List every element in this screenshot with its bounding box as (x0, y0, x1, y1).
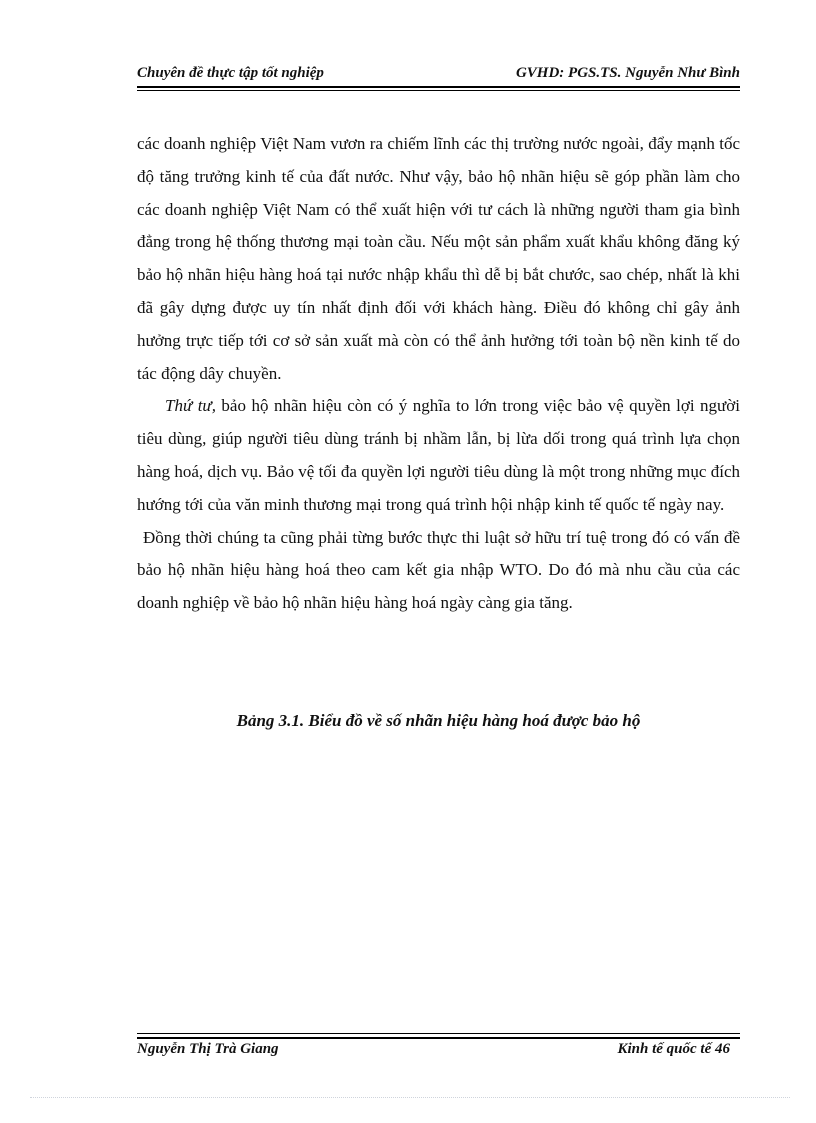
paragraph-2 (137, 390, 740, 521)
footer-author: Nguyễn Thị Trà Giang (137, 1041, 279, 1057)
header-rule-thick (137, 86, 740, 88)
page-header (137, 62, 740, 88)
page-edge-dotted (30, 1097, 790, 1098)
table-caption: Bảng 3.1. Biểu đồ về số nhãn hiệu hàng hoá được bảo hộ (236, 711, 641, 730)
body-text (137, 128, 740, 620)
footer-course: Kinh tế quốc tế 46 (617, 1041, 730, 1057)
paragraph-2-lead: Thứ tư, (165, 396, 216, 416)
paragraph-2-rest: bảo hộ nhãn hiệu còn có ý nghĩa to lớn trong việc bảo vệ quyền lợi người tiêu dùng, giúp người tiêu dùng tránh bị nhầm lẫn, bị lừa dối trong quá trình lựa chọn hàng hoá, dịch vụ. Bảo vệ tối đa quyền lợi người tiêu dùng là một trong những mục đích hướng tới của văn minh thương mại trong quá trình hội nhập kinh tế quốc tế ngày nay. (137, 396, 740, 514)
footer-rule-thin (137, 1033, 740, 1034)
header-rule-thin (137, 90, 740, 91)
page-footer (137, 1041, 740, 1065)
header-title: Chuyên đề thực tập tốt nghiệp (137, 65, 324, 81)
header-supervisor: GVHD: PGS.TS. Nguyễn Như Bình (515, 65, 740, 81)
paragraph-1: các doanh nghiệp Việt Nam vươn ra chiếm lĩnh các thị trường nước ngoài, đẩy mạnh tốc độ tăng trưởng kinh tế của đất nước. Như vậy, bảo hộ nhãn hiệu sẽ góp phần làm cho các doanh nghiệp Việt Nam có thể xuất hiện với tư cách là những người tham gia bình đẳng trong hệ thống thương mại toàn cầu. Nếu một sản phẩm xuất khẩu không đăng ký bảo hộ nhãn hiệu hàng hoá tại nước nhập khẩu thì dễ bị bắt chước, sao chép, nhất là khi đã gây dựng được uy tín nhất định đối với khách hàng. Điều đó không chỉ gây ảnh hưởng trực tiếp tới cơ sở sản xuất mà còn có thể ảnh hưởng tới toàn bộ nền kinh tế do tác động dây chuyền. (137, 134, 740, 383)
paragraph-3: Đồng thời chúng ta cũng phải từng bước thực thi luật sở hữu trí tuệ trong đó có vấn đề bảo hộ nhãn hiệu hàng hoá theo cam kết gia nhập WTO. Do đó mà nhu cầu của các doanh nghiệp về bảo hộ nhãn hiệu hàng hoá ngày càng gia tăng. (137, 527, 740, 613)
footer-rule-thick (137, 1037, 740, 1039)
